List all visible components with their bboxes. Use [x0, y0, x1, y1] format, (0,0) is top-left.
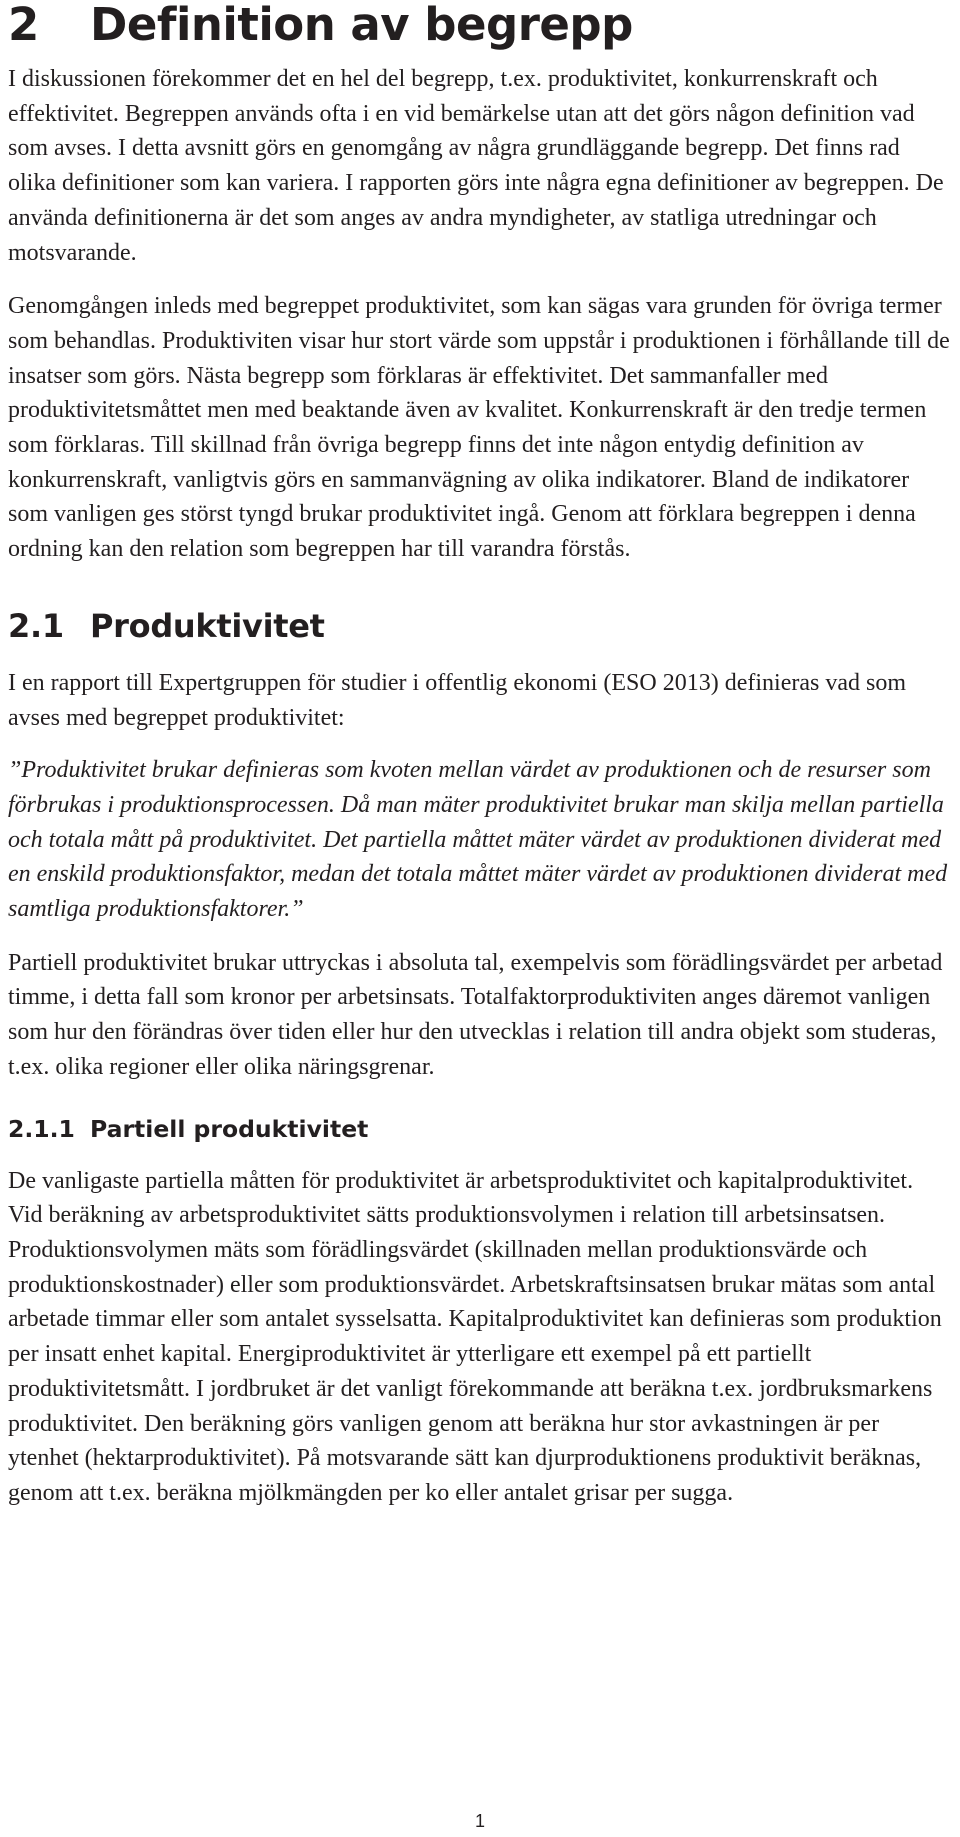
subsection-title: Produktivitet	[90, 606, 325, 645]
subsection-intro: I en rapport till Expertgruppen för studier i offentlig ekonomi (ESO 2013) definieras vad som avses med begreppet produktivitet:	[8, 669, 907, 731]
section-paragraph-1: I diskussionen förekommer det en hel del begrepp, t.ex. produktivitet, konkurrenskraft och effektivitet. Begreppen används ofta i en vid bemärkelse utan att det görs någon definition vad som avses. I detta avsnitt görs en genomgång av några grundläggande begrepp. Det finns rad olika definitioner som kan variera. I rapporten görs inte några egna definitioner av begreppen. De använda definitionerna är det som anges av andra myndigheter, av statliga utredningar och motsvarande.	[8, 66, 944, 266]
section-heading	[8, 0, 952, 52]
subsubsection-paragraph: De vanligaste partiella måtten för produktivitet är arbetsproduktivitet och kapitalproduktivitet. Vid beräkning av arbetsproduktivitet sätts produktionsvolymen i relation till arbetsinsatsen. Produktionsvolymen mäts som förädlingsvärdet (skillnaden mellan produktionsvärde och produktionskostnader) eller som produktionsvärdet. Arbetskraftsinsatsen brukar mätas som antal arbetade timmar eller som antalet sysselsatta. Kapitalproduktivitet kan definieras som produktion per insatt enhet kapital. Energiproduktivitet är ytterligare ett exempel på ett partiellt produktivitetsmått. I jordbruket är det vanligt förekommande att beräkna t.ex. jordbruksmarkens produktivitet. Den beräkning görs vanligen genom att beräkna hur stor avkastningen är per ytenhet (hektarproduktivitet). På motsvarande sätt kan djurproduktionens produktivit beräknas, genom att t.ex. beräkna mjölkmängden per ko eller antalet grisar per sugga.	[8, 1167, 942, 1506]
subsubsection-heading	[8, 1114, 952, 1144]
subsubsection-title: Partiell produktivitet	[90, 1114, 369, 1143]
page-number: 1	[474, 1811, 485, 1831]
subsubsection-number: 2.1.1	[8, 1114, 75, 1143]
subsection-paragraph: Partiell produktivitet brukar uttryckas i absoluta tal, exempelvis som förädlingsvärdet per arbetad timme, i detta fall som kronor per arbetsinsats. Totalfaktorproduktiviten anges däremot vanligen som hur den förändras över tiden eller hur den utvecklas i relation till andra objekt som studeras, t.ex. olika regioner eller olika näringsgrenar.	[8, 949, 943, 1080]
definition-quote: ”Produktivitet brukar definieras som kvoten mellan värdet av produktionen och de resurser som förbrukas i produktionsprocessen. Då man mäter produktivitet brukar man skilja mellan partiella och totala mått på produktivitet. Det partiella måttet mäter värdet av produktionen dividerat med en enskild produktionsfaktor, medan det totala måttet mäter värdet av produktionen dividerat med samtliga produktionsfaktorer.”	[8, 757, 948, 923]
subsection-number: 2.1	[8, 606, 64, 645]
section-title: Definition av begrepp	[90, 0, 633, 51]
section-number: 2	[8, 0, 39, 51]
document-page	[8, 0, 952, 1511]
subsection-heading	[8, 606, 952, 646]
section-paragraph-2: Genomgången inleds med begreppet produktivitet, som kan sägas vara grunden för övriga termer som behandlas. Produktiviten visar hur stort värde som uppstår i produktionen i förhållande till de insatser som görs. Nästa begrepp som förklaras är effektivitet. Det sammanfaller med produktivitetsmåttet men med beaktande även av kvalitet. Konkurrenskraft är den tredje termen som förklaras. Till skillnad från övriga begrepp finns det inte någon entydig definition av konkurrenskraft, vanligtvis görs en sammanvägning av olika indikatorer. Bland de indikatorer som vanligen ges störst tyngd brukar produktivitet ingå. Genom att förklara begreppen i denna ordning kan den relation som begreppen har till varandra förstås.	[8, 293, 950, 563]
